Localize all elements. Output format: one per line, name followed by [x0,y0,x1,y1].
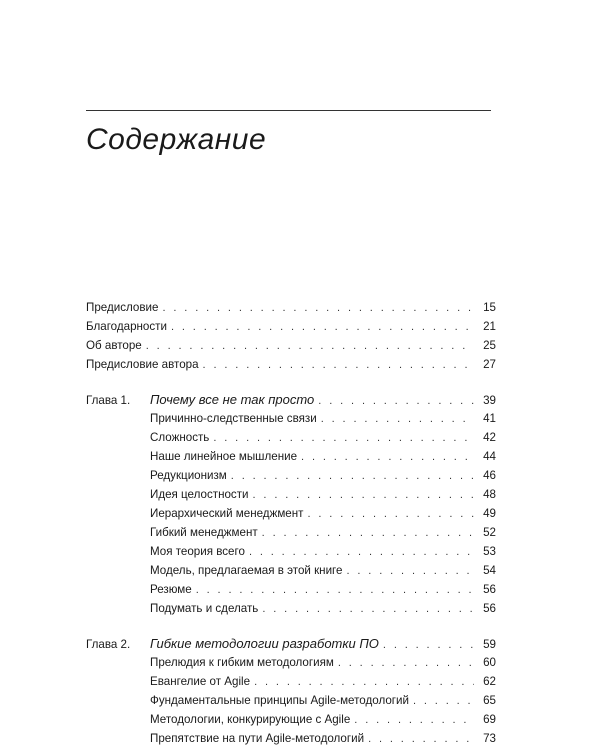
leader-dots [338,654,474,673]
toc-page-number: 27 [483,358,496,371]
leader-dots [321,410,474,429]
toc-page-number: 53 [483,545,496,558]
toc-section [86,542,496,561]
toc-entry-author-preface [86,355,496,374]
toc-page-number: 39 [483,394,496,407]
chapter-label: Глава 1. [86,394,131,407]
toc-entry-text: Препятствие на пути Agile-методологий [150,732,365,745]
toc-page-number: 54 [483,564,496,577]
toc-section [86,409,496,428]
page-title: Содержание [86,123,267,156]
leader-dots [253,486,474,505]
leader-dots [307,505,474,524]
toc-page-number: 56 [483,583,496,596]
toc-section [86,504,496,523]
toc-page-number: 69 [483,713,496,726]
toc-page-number: 21 [483,320,496,333]
toc-entry-text: Благодарности [86,320,167,333]
leader-dots [413,692,474,711]
toc-page-number: 49 [483,507,496,520]
toc-entry-text: Наше линейное мышление [150,450,298,463]
toc-entry-text: Предисловие автора [86,358,199,371]
toc-page-number: 52 [483,526,496,539]
toc-entry-acknowledgements [86,317,496,336]
toc-section [86,561,496,580]
leader-dots [196,581,474,600]
leader-dots [171,318,474,337]
leader-dots [231,467,474,486]
toc-page-number: 56 [483,602,496,615]
toc-page-number: 46 [483,469,496,482]
toc-page-number: 48 [483,488,496,501]
toc-chapter-2 [86,634,496,653]
chapter-title: Почему все не так просто [150,392,315,407]
top-rule [86,110,491,111]
toc-section [86,466,496,485]
toc-entry-text: Прелюдия к гибким методологиям [150,656,334,669]
toc-section [86,580,496,599]
leader-dots [203,356,474,375]
toc-page-number: 25 [483,339,496,352]
toc-section [86,710,496,729]
chapter-title: Гибкие методологии разработки ПО [150,636,379,651]
toc-entry-text: Методологии, конкурирующие с Agile [150,713,351,726]
toc-section [86,523,496,542]
toc-entry-text: Евангелие от Agile [150,675,251,688]
leader-dots [346,562,474,581]
chapter-label: Глава 2. [86,638,131,651]
toc-section [86,447,496,466]
leader-dots [354,711,474,730]
toc-entry-text: Подумать и сделать [150,602,259,615]
leader-dots [146,337,474,356]
toc-page-number: 15 [483,301,496,314]
toc-section [86,485,496,504]
toc-section [86,691,496,710]
leader-dots [262,600,474,619]
leader-dots [368,730,474,749]
toc-page-number: 73 [483,732,496,745]
leader-dots [254,673,474,692]
toc-chapter-1 [86,390,496,409]
toc-page-number: 60 [483,656,496,669]
toc-entry-text: Гибкий менеджмент [150,526,258,539]
toc-entry-text: Об авторе [86,339,142,352]
toc-entry-text: Предисловие [86,301,159,314]
toc-entry-text: Идея целостности [150,488,249,501]
toc-entry-text: Причинно-следственные связи [150,412,317,425]
table-of-contents [86,298,496,748]
toc-page-number: 42 [483,431,496,444]
toc-entry-text: Моя теория всего [150,545,245,558]
toc-entry-text: Фундаментальные принципы Agile-методологий [150,694,409,707]
toc-entry-text: Модель, предлагаемая в этой книге [150,564,343,577]
toc-page-number: 44 [483,450,496,463]
leader-dots [213,429,474,448]
toc-page-number: 62 [483,675,496,688]
toc-section [86,428,496,447]
toc-page-number: 59 [483,638,496,651]
toc-entry-preface [86,298,496,317]
leader-dots [162,299,474,318]
toc-entry-about-author [86,336,496,355]
toc-page-number: 41 [483,412,496,425]
leader-dots [249,543,474,562]
toc-section [86,599,496,618]
toc-section [86,672,496,691]
leader-dots [262,524,474,543]
toc-entry-text: Редукционизм [150,469,227,482]
toc-entry-text: Резюме [150,583,192,596]
leader-dots [301,448,474,467]
toc-entry-text: Сложность [150,431,210,444]
toc-section [86,653,496,672]
toc-page-number: 65 [483,694,496,707]
toc-entry-text: Иерархический менеджмент [150,507,304,520]
toc-section [86,729,496,748]
